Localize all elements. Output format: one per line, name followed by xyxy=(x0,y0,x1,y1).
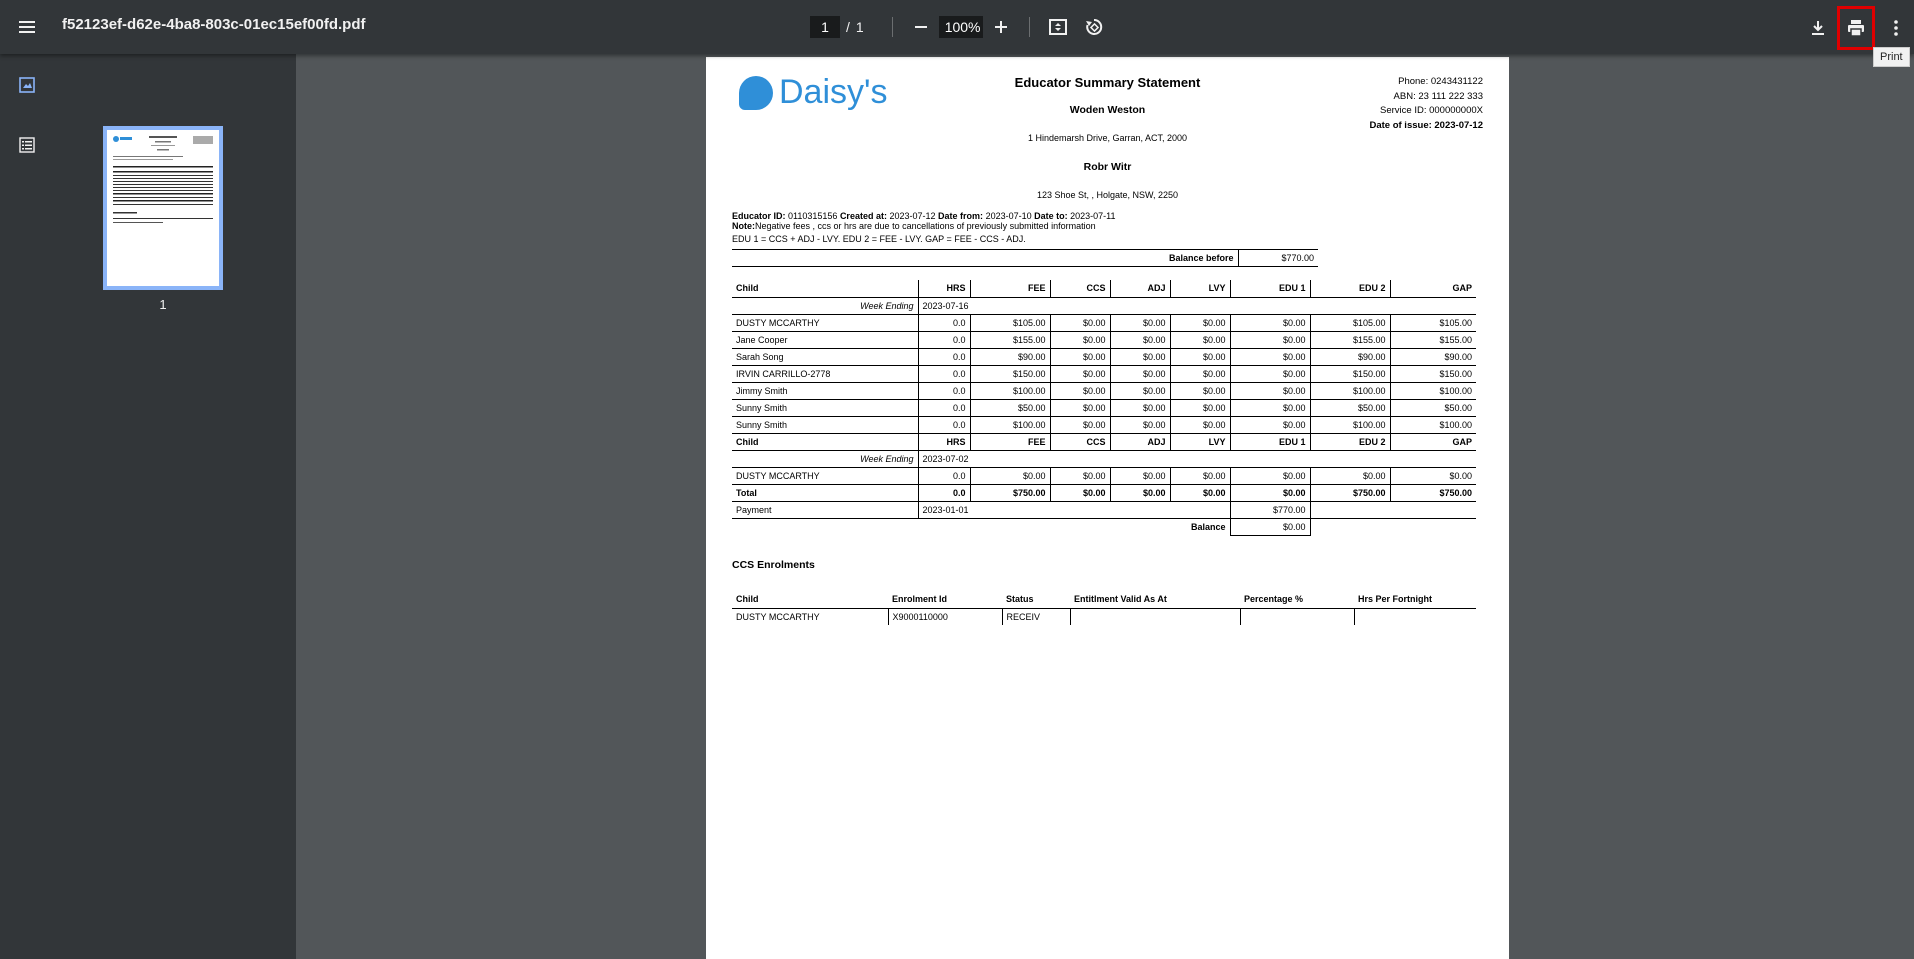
pdf-toolbar xyxy=(0,0,1914,54)
table-cell: $0.00 xyxy=(1050,382,1110,399)
date-to-label: Date to: xyxy=(1034,211,1068,221)
divider xyxy=(1029,17,1030,37)
statement-title: Educator Summary Statement xyxy=(1014,75,1201,90)
note-text: Negative fees , ccs or hrs are due to cancellations of previously submitted information xyxy=(755,221,1096,231)
ccs-column-header: Percentage % xyxy=(1244,594,1304,605)
table-row xyxy=(732,365,1476,382)
column-header: ADJ xyxy=(1110,433,1170,450)
table-cell: Sunny Smith xyxy=(736,419,788,430)
week-ending-label: Week Ending xyxy=(860,300,914,311)
table-cell: $0.00 xyxy=(1110,467,1170,484)
document-title: f52123ef-d62e-4ba8-803c-01ec15ef00fd.pdf xyxy=(62,16,366,33)
educator-name: Robr Witr xyxy=(1083,161,1132,173)
column-header: Child xyxy=(736,436,759,447)
print-icon[interactable] xyxy=(1840,9,1872,47)
more-vert-icon[interactable] xyxy=(1878,10,1914,46)
ccs-column-header: Child xyxy=(736,594,759,605)
table-cell: $0.00 xyxy=(1230,467,1310,484)
total-cell: Total xyxy=(736,487,757,498)
table-cell: $50.00 xyxy=(1310,399,1390,416)
payment-empty xyxy=(1310,501,1476,518)
menu-icon[interactable] xyxy=(9,9,45,45)
note-label: Note: xyxy=(732,221,755,231)
table-cell: $0.00 xyxy=(1230,348,1310,365)
total-row xyxy=(732,484,1476,501)
table-cell: $155.00 xyxy=(1390,331,1476,348)
total-cell: $0.00 xyxy=(1170,484,1230,501)
table-cell: $0.00 xyxy=(1310,467,1390,484)
table-cell: $0.00 xyxy=(1110,365,1170,382)
column-header: HRS xyxy=(918,433,970,450)
column-header: GAP xyxy=(1390,280,1476,297)
service-details xyxy=(1369,75,1483,133)
table-cell: $150.00 xyxy=(970,365,1050,382)
abn: ABN: 23 111 222 333 xyxy=(1393,90,1483,102)
table-cell: $90.00 xyxy=(1390,348,1476,365)
total-cell: 0.0 xyxy=(918,484,970,501)
educator-info-line xyxy=(732,211,1116,221)
total-cell: $750.00 xyxy=(1390,484,1476,501)
table-cell: IRVIN CARRILLO-2778 xyxy=(736,368,831,379)
educator-address: 123 Shoe St, , Holgate, NSW, 2250 xyxy=(1036,190,1179,200)
table-cell: $0.00 xyxy=(1110,314,1170,331)
payment-date: 2023-01-01 xyxy=(918,501,1230,518)
table-cell: $0.00 xyxy=(1230,365,1310,382)
logo-text: Daisy's xyxy=(779,73,888,111)
column-header: CCS xyxy=(1050,280,1110,297)
right-controls xyxy=(1800,9,1914,47)
date-from: 2023-07-10 xyxy=(985,211,1032,221)
date-of-issue: Date of issue: 2023-07-12 xyxy=(1369,119,1483,131)
ccs-title: CCS Enrolments xyxy=(732,559,815,571)
column-header: EDU 2 xyxy=(1310,433,1390,450)
ccs-cell: DUSTY MCCARTHY xyxy=(736,611,820,622)
column-header: GAP xyxy=(1390,433,1476,450)
phone: Phone: 0243431122 xyxy=(1398,76,1483,87)
table-cell: $0.00 xyxy=(1170,365,1230,382)
table-row xyxy=(732,382,1476,399)
table-cell: $100.00 xyxy=(1310,416,1390,433)
ccs-cell: RECEIV xyxy=(1002,608,1070,625)
week-ending-label: Week Ending xyxy=(860,453,914,464)
table-cell: $0.00 xyxy=(1230,314,1310,331)
date-to: 2023-07-11 xyxy=(1070,211,1116,221)
ccs-column-header: Hrs Per Fortnight xyxy=(1358,594,1433,605)
service-name: Woden Weston xyxy=(1069,104,1146,116)
table-cell: $0.00 xyxy=(1230,331,1310,348)
ccs-cell xyxy=(1240,608,1354,625)
table-cell: $90.00 xyxy=(970,348,1050,365)
total-cell: $0.00 xyxy=(1050,484,1110,501)
total-cell: $0.00 xyxy=(1230,484,1310,501)
table-cell: Sarah Song xyxy=(736,351,784,362)
table-cell: $0.00 xyxy=(1050,399,1110,416)
table-row xyxy=(732,348,1476,365)
table-cell: $0.00 xyxy=(1230,416,1310,433)
table-cell: Jane Cooper xyxy=(736,334,788,345)
table-cell: $105.00 xyxy=(1390,314,1476,331)
total-cell: $750.00 xyxy=(1310,484,1390,501)
table-cell: $0.00 xyxy=(1050,365,1110,382)
created-date: 2023-07-12 xyxy=(889,211,936,221)
column-header: FEE xyxy=(970,433,1050,450)
table-cell: 0.0 xyxy=(918,467,970,484)
ccs-header-row xyxy=(732,591,1476,608)
table-cell: $0.00 xyxy=(1170,467,1230,484)
table-cell: Jimmy Smith xyxy=(736,385,788,396)
table-cell: $150.00 xyxy=(1310,365,1390,382)
column-header: ADJ xyxy=(1110,280,1170,297)
table-cell: $0.00 xyxy=(1170,314,1230,331)
week-ending-row xyxy=(732,297,1476,314)
table-cell: $0.00 xyxy=(1050,331,1110,348)
week-ending-row xyxy=(732,450,1476,467)
table-cell: DUSTY MCCARTHY xyxy=(736,470,820,481)
download-icon[interactable] xyxy=(1800,10,1836,46)
ccs-cell xyxy=(1070,608,1240,625)
column-header: HRS xyxy=(918,280,970,297)
balance-empty xyxy=(1310,518,1476,535)
table-header-row xyxy=(732,280,1476,297)
note-line xyxy=(732,221,1096,231)
column-header: LVY xyxy=(1170,433,1230,450)
table-cell: $0.00 xyxy=(1170,399,1230,416)
ccs-table xyxy=(732,591,1476,625)
ccs-row xyxy=(732,608,1476,625)
educator-id: 0110315156 xyxy=(788,211,838,221)
table-cell: 0.0 xyxy=(918,416,970,433)
table-cell: $100.00 xyxy=(1390,416,1476,433)
ccs-cell: X9000110000 xyxy=(888,608,1002,625)
table-row xyxy=(732,331,1476,348)
pdf-page xyxy=(706,57,1509,959)
table-cell: $0.00 xyxy=(1050,314,1110,331)
table-cell: $0.00 xyxy=(1110,331,1170,348)
table-cell: $0.00 xyxy=(1050,467,1110,484)
balance-row xyxy=(732,518,1476,535)
minus-icon[interactable] xyxy=(903,9,939,45)
table-cell: $0.00 xyxy=(1390,467,1476,484)
table-cell: $0.00 xyxy=(1050,416,1110,433)
column-header: EDU 1 xyxy=(1230,280,1310,297)
column-header: LVY xyxy=(1170,280,1230,297)
service-id: Service ID: 000000000X xyxy=(1380,105,1483,116)
thumbnail-page-number: 1 xyxy=(159,297,167,312)
payment-row xyxy=(732,501,1476,518)
table-header-row xyxy=(732,433,1476,450)
page-total: 1 xyxy=(855,19,864,35)
page-controls xyxy=(810,9,1112,45)
total-cell: $750.00 xyxy=(970,484,1050,501)
table-cell: $100.00 xyxy=(1310,382,1390,399)
balance-before-value: $770.00 xyxy=(1238,250,1318,267)
table-cell: 0.0 xyxy=(918,365,970,382)
print-tooltip: Print xyxy=(1873,47,1910,67)
balance-before-table xyxy=(732,249,1318,267)
table-cell: $50.00 xyxy=(1390,399,1476,416)
table-cell: $0.00 xyxy=(1110,416,1170,433)
zoom-input[interactable]: 100% xyxy=(939,16,983,38)
table-cell: $105.00 xyxy=(970,314,1050,331)
table-cell: $0.00 xyxy=(1110,382,1170,399)
ccs-column-header: Enrolment Id xyxy=(892,594,948,605)
table-cell: $0.00 xyxy=(1110,399,1170,416)
table-cell: 0.0 xyxy=(918,348,970,365)
column-header: FEE xyxy=(970,280,1050,297)
column-header: CCS xyxy=(1050,433,1110,450)
table-cell: $0.00 xyxy=(1170,331,1230,348)
table-row xyxy=(732,314,1476,331)
total-cell: $0.00 xyxy=(1110,484,1170,501)
created-label: Created at: xyxy=(839,211,887,221)
balance-value: $0.00 xyxy=(1230,518,1310,535)
balance-label: Balance xyxy=(1190,521,1226,532)
page-separator: / xyxy=(846,19,850,35)
table-cell: 0.0 xyxy=(918,331,970,348)
table-cell: $90.00 xyxy=(1310,348,1390,365)
rotate-icon[interactable] xyxy=(1076,9,1112,45)
table-row xyxy=(732,416,1476,433)
table-cell: $105.00 xyxy=(1310,314,1390,331)
table-cell: 0.0 xyxy=(918,314,970,331)
week-ending-date: 2023-07-16 xyxy=(918,297,1476,314)
table-cell: DUSTY MCCARTHY xyxy=(736,317,820,328)
table-cell: $0.00 xyxy=(1230,382,1310,399)
column-header: EDU 2 xyxy=(1310,280,1390,297)
table-cell: $155.00 xyxy=(970,331,1050,348)
table-cell: $100.00 xyxy=(970,382,1050,399)
table-row xyxy=(732,467,1476,484)
table-cell: $0.00 xyxy=(1230,399,1310,416)
statement-table xyxy=(732,280,1476,536)
page-number-input[interactable]: 1 xyxy=(810,16,840,38)
ccs-column-header: Status xyxy=(1006,594,1034,605)
divider xyxy=(892,17,893,37)
table-cell: $155.00 xyxy=(1310,331,1390,348)
balance-before-label: Balance before xyxy=(1168,253,1234,263)
table-cell: 0.0 xyxy=(918,399,970,416)
outline-icon[interactable] xyxy=(16,134,38,156)
payment-label: Payment xyxy=(736,504,772,515)
column-header: Child xyxy=(736,283,759,294)
table-cell: $50.00 xyxy=(970,399,1050,416)
page-thumbnail[interactable] xyxy=(103,126,223,290)
table-cell: $0.00 xyxy=(1170,416,1230,433)
table-cell: Sunny Smith xyxy=(736,402,788,413)
week-ending-date: 2023-07-02 xyxy=(918,450,1476,467)
table-cell: $150.00 xyxy=(1390,365,1476,382)
educator-id-label: Educator ID: xyxy=(732,211,786,221)
table-row xyxy=(732,399,1476,416)
payment-amount: $770.00 xyxy=(1230,501,1310,518)
table-cell: $100.00 xyxy=(970,416,1050,433)
ccs-cell xyxy=(1354,608,1476,625)
table-cell: $0.00 xyxy=(1050,348,1110,365)
ccs-column-header: Entitlment Valid As At xyxy=(1074,594,1167,605)
table-cell: 0.0 xyxy=(918,382,970,399)
service-address: 1 Hindemarsh Drive, Garran, ACT, 2000 xyxy=(1027,133,1188,143)
date-from-label: Date from: xyxy=(938,211,984,221)
table-cell: $0.00 xyxy=(1170,382,1230,399)
table-cell: $100.00 xyxy=(1390,382,1476,399)
sidebar xyxy=(0,54,296,959)
fit-page-icon[interactable] xyxy=(1040,9,1076,45)
table-cell: $0.00 xyxy=(1170,348,1230,365)
table-cell: $0.00 xyxy=(1110,348,1170,365)
formula-line: EDU 1 = CCS + ADJ - LVY. EDU 2 = FEE - LVY. GAP = FEE - CCS - ADJ. xyxy=(732,234,1026,244)
column-header: EDU 1 xyxy=(1230,433,1310,450)
plus-icon[interactable] xyxy=(983,9,1019,45)
thumbnails-icon[interactable] xyxy=(16,74,38,96)
table-cell: $0.00 xyxy=(970,467,1050,484)
